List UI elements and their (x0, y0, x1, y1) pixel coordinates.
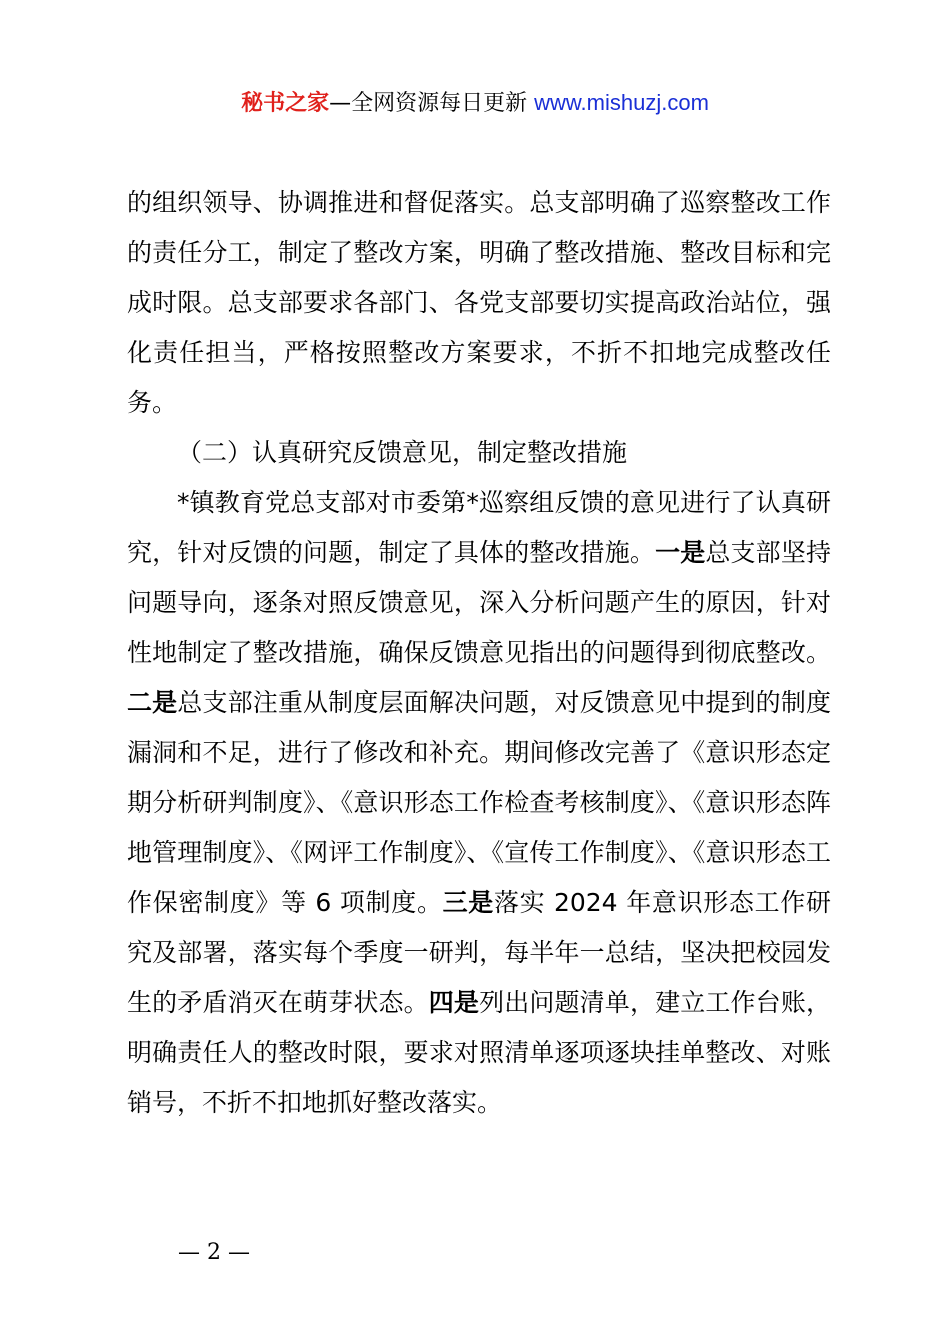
watermark-header (0, 88, 950, 119)
keyword-fourth: 四是 (428, 988, 480, 1017)
brand-name: 秘书之家 (241, 91, 330, 116)
page-number: — 2 — (178, 1240, 250, 1265)
point-second: 总支部注重从制度层面解决问题，对反馈意见中提到的制度漏洞和不足，进行了修改和补充。期间修改完善了《意识形态定期分析研判制度》、《意识形态工作检查考核制度》、《意识形态阵地管理制度》、《网评工作制度》、《宣传工作制度》、《意识形态工作保密制度》等 6 项制度。 (127, 688, 831, 917)
document-body (127, 178, 831, 1128)
point-fourth: 列出问题清单，建立工作台账，明确责任人的整改时限，要求对照清单逐项逐块挂单整改、对账销号，不折不扣地抓好整改落实。 (127, 988, 831, 1117)
point-third: 落实 2024 年意识形态工作研究及部署，落实每个季度一研判，每半年一总结，坚决把校园发生的矛盾消灭在萌芽状态。 (127, 888, 831, 1017)
paragraph-2 (127, 478, 831, 1128)
paragraph-2-intro: *镇教育党总支部对市委第*巡察组反馈的意见进行了认真研究，针对反馈的问题，制定了具体的整改措施。 (127, 488, 831, 567)
keyword-third: 三是 (442, 888, 494, 917)
point-first: 总支部坚持问题导向，逐条对照反馈意见，深入分析问题产生的原因，针对性地制定了整改措施，确保反馈意见指出的问题得到彻底整改。 (127, 538, 831, 667)
keyword-second: 二是 (127, 688, 178, 717)
site-link[interactable]: www.mishuzj.com (534, 90, 709, 115)
header-tagline: —全网资源每日更新 (329, 91, 535, 116)
paragraph-1: 的组织领导、协调推进和督促落实。总支部明确了巡察整改工作的责任分工，制定了整改方案，明确了整改措施、整改目标和完成时限。总支部要求各部门、各党支部要切实提高政治站位，强化责任担当，严格按照整改方案要求，不折不扣地完成整改任务。 (127, 188, 831, 417)
section-heading: （二）认真研究反馈意见，制定整改措施 (177, 438, 628, 467)
keyword-first: 一是 (655, 538, 706, 567)
